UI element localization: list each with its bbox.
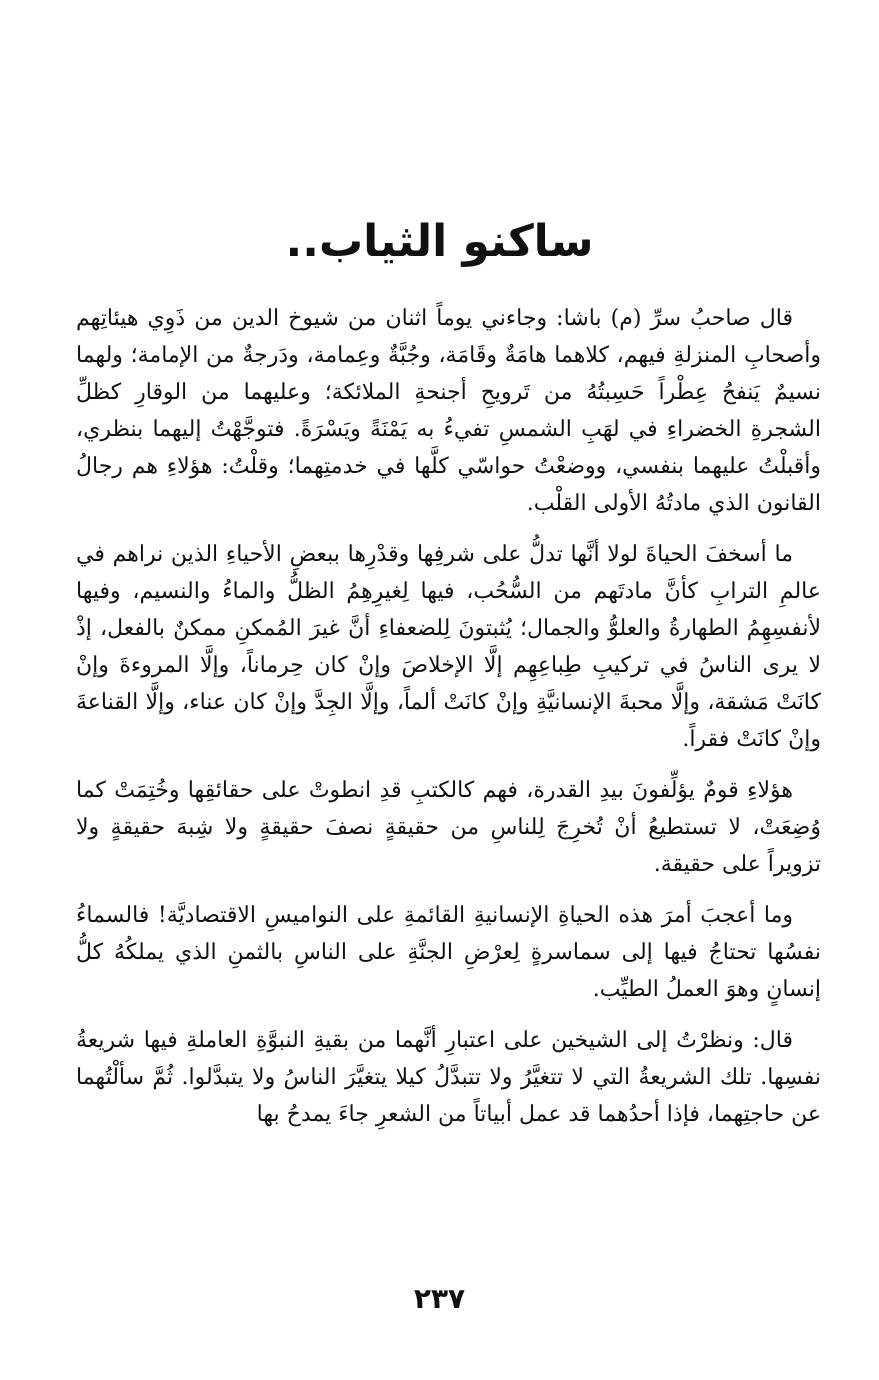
paragraph-3: هؤلاءِ قومٌ يؤلِّفونَ بيدِ القدرة، فهم كالكتبِ قدِ انطوتْ على حقائقِها وخُتِمَتْ كما وُضِعَتْ، لا تستطيعُ أنْ تُخرِجَ لِلناسِ من حقيقةٍ نصفَ حقيقةٍ ولا شِبهَ حقيقةٍ ولا تزويراً على حقيقة. [76, 778, 821, 877]
page-number: ٢٣٧ [413, 1282, 466, 1315]
body-text [76, 300, 821, 1147]
paragraph-2: ما أسخفَ الحياةَ لولا أنَّها تدلُّ على شرفِها وقدْرِها ببعضِ الأحياءِ الذين نراهم في عالمِ الترابِ كأنَّ مادتَهم من السُّحُب، فيها لِغيرِهِمُ الظلُّ والماءُ والنسيم، وفيها لأنفسِهِمُ الطهارةُ والعلوُّ والجمال؛ يُثبتونَ لِلضعفاءِ أنَّ غيرَ المُمكنِ ممكنٌ بالفعل، إذْ لا يرى الناسُ في تركيبِ طِباعِهِم إلَّا الإخلاصَ وإنْ كان حِرماناً، وإلَّا المروءةَ وإنْ كانَتْ مَشقة، وإلَّا محبةَ الإنسانيَّةِ وإنْ كانَتْ ألماً، وإلَّا الجِدَّ وإنْ كان عناء، وإلَّا القناعةَ وإنْ كانَتْ فقراً. [76, 542, 821, 752]
chapter-title: ساكنو الثياب.. [285, 216, 594, 267]
paragraph-5: قال: ونظرْتُ إلى الشيخين على اعتبارِ أنَّهما من بقيةِ النبوَّةِ العاملةِ فيها شريعةُ نفسِها. تلك الشريعةُ التي لا تتغيَّرُ ولا تتبدَّلُ كيلا يتغيَّرَ الناسُ ولا يتبدَّلوا. ثُمَّ سألْتُهما عن حاجتِهما، فإذا أحدُهما قد عمل أبياتاً من الشعرِ جاءَ يمدحُ بها [76, 1028, 821, 1127]
paragraph-4: وما أعجبَ أمرَ هذه الحياةِ الإنسانيةِ القائمةِ على النواميسِ الاقتصاديَّة! فالسماءُ نفسُها تحتاجُ فيها إلى سماسرةٍ لِعرْضِ الجنَّةِ على الناسِ بالثمنِ الذي يملكُهُ كلُّ إنسانٍ وهوَ العملُ الطيِّب. [76, 903, 821, 1002]
paragraph-1: قال صاحبُ سرِّ (م) باشا: وجاءني يوماً اثنان من شيوخ الدين من ذَوِي هيئاتِهم وأصحابِ المنزلةِ فيهم، كلاهما هامَةٌ وقَامَة، وجُبَّةٌ وعِمامة، ودَرجةٌ من الإمامة؛ ولهما نسيمٌ يَنفحُ عِطْراً حَسِبتُهُ من تَرويحِ أجنحةِ الملائكة؛ وعليهما من الوقارِ كظلِّ الشجرةِ الخضراءِ في لهَبِ الشمسِ تفيءُ به يَمْنَةً ويَسْرَةً. فتوجَّهْتُ إليهما بنظري، وأقبلْتُ عليهما بنفسي، ووضعْتُ حواسّي كلَّها في خدمتِهما؛ وقلْتُ: هؤلاءِ هم رجالُ القانون الذي مادتُهُ الأولى القلْب. [76, 306, 821, 516]
